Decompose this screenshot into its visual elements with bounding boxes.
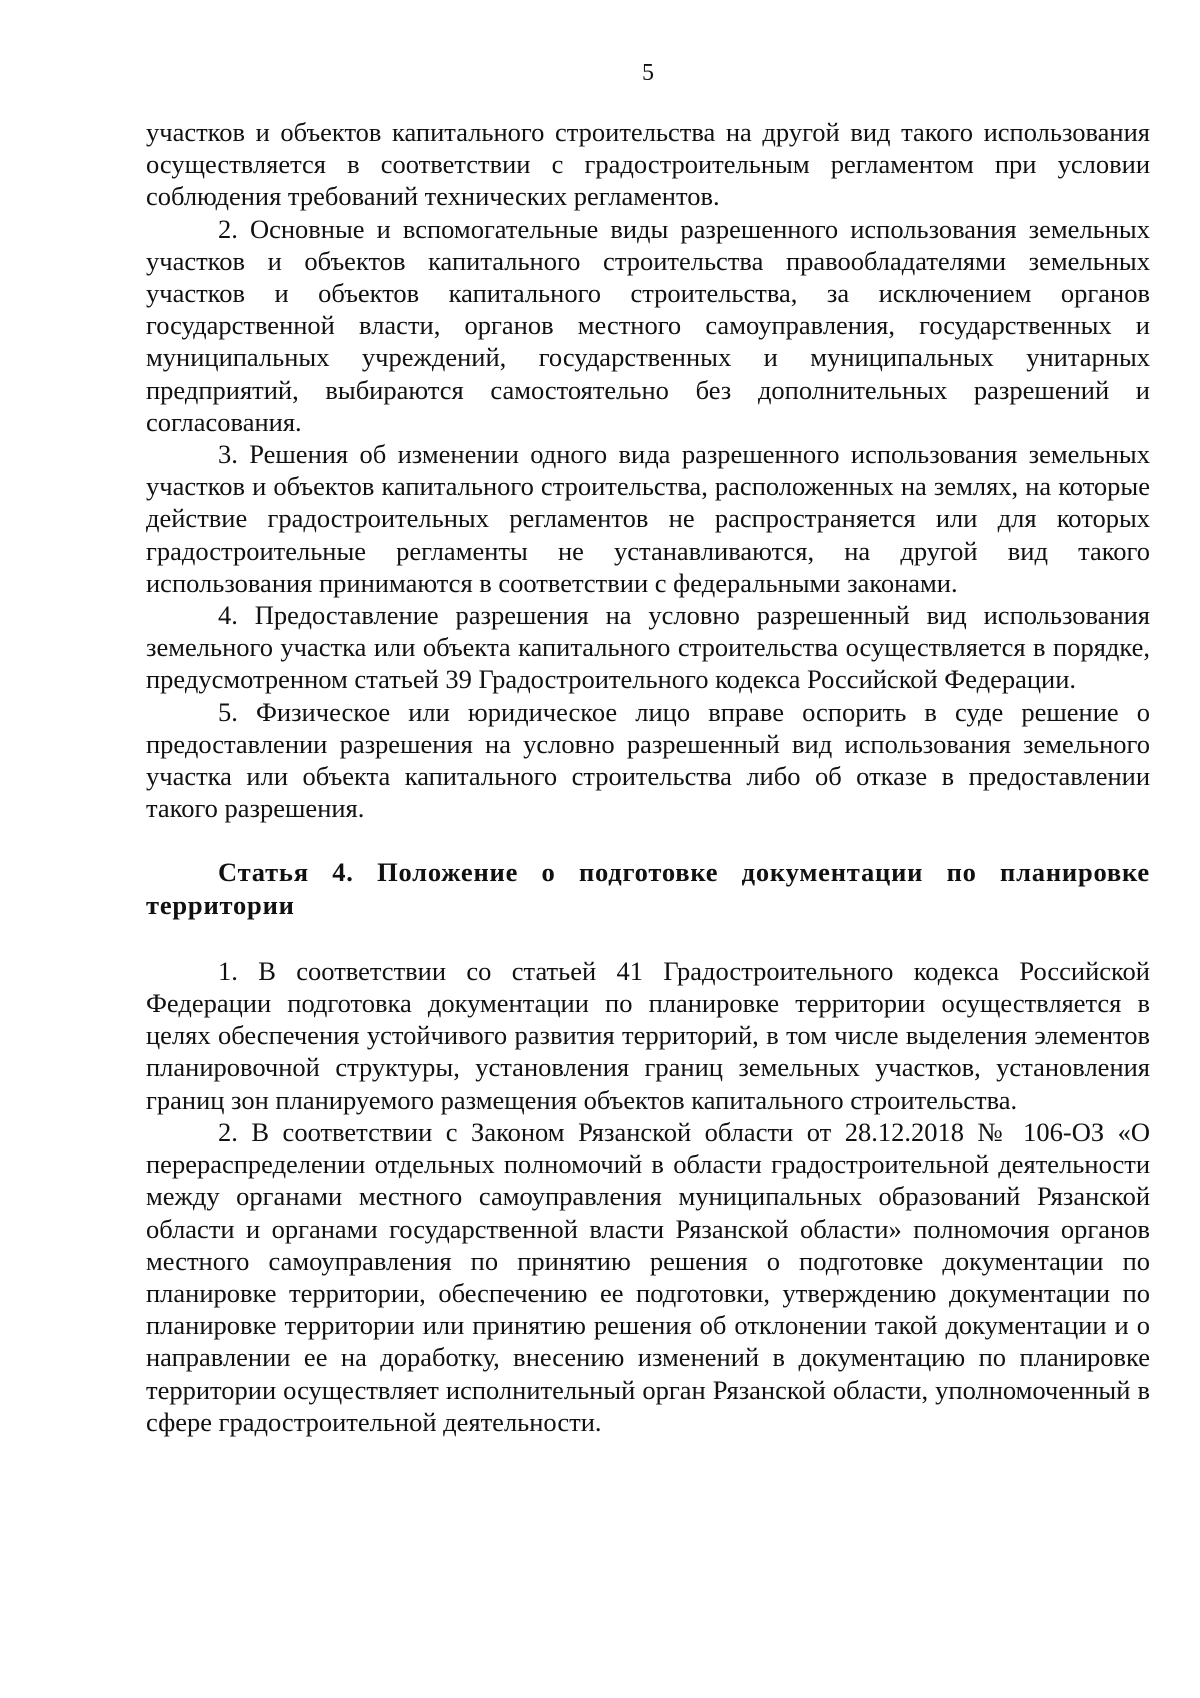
paragraph-item-4: 4. Предоставление разрешения на условно разрешенный вид использования земельного участка или объекта капитального строительства осуществляется в порядке, предусмотренном статьей 39 Градостроительного кодекса Российской Федерации. <box>146 600 1150 695</box>
paragraph-continuation: участков и объектов капитального строительства на другой вид такого использования осуществляется в соответствии с градостроительным регламентом при условии соблюдения требований технических регламентов. <box>146 117 1150 212</box>
paragraph-item-3: 3. Решения об изменении одного вида разрешенного использования земельных участков и объектов капитального строительства, расположенных на землях, на которые действие градостроительных регламентов не распространяется или для которых градостроительные регламенты не устанавливаются, на другой вид такого использования принимаются в соответствии с федеральными законами. <box>146 439 1150 598</box>
paragraph-item-5: 5. Физическое или юридическое лицо вправе оспорить в суде решение о предоставлении разрешения на условно разрешенный вид использования земельного участка или объекта капитального строительства либо об отказе в предоставлении такого разрешения. <box>146 696 1150 824</box>
article4-paragraph-1: 1. В соответствии со статьей 41 Градостроительного кодекса Российской Федерации подготовка документации по планировке территории осуществляется в целях обеспечения устойчивого развития территорий, в том числе выделения элементов планировочной структуры, установления границ земельных участков, установления границ зон планируемого размещения объектов капитального строительства. <box>146 955 1150 1115</box>
page-number: 5 <box>642 60 654 86</box>
article4-paragraph-2: 2. В соответствии с Законом Рязанской области от 28.12.2018 № 106-ОЗ «О перераспределении отдельных полномочий в области градостроительной деятельности между органами местного самоуправления муниципальных образований Рязанской области и органами государственной власти Рязанской области» полномочия органов местного самоуправления по принятию решения о подготовке документации по планировке территории, обеспечению ее подготовки, утверждению документации по планировке территории или принятию решения об отклонении такой документации и о направлении ее на доработку, внесению изменений в документацию по планировке территории осуществляет исполнительный орган Рязанской области, уполномоченный в сфере градостроительной деятельности. <box>146 1116 1150 1437</box>
article-heading: Статья 4. Положение о подготовке документации по планировке территории <box>146 857 1150 920</box>
document-body <box>146 116 1150 1438</box>
paragraph-item-2: 2. Основные и вспомогательные виды разрешенного использования земельных участков и объектов капитального строительства правообладателями земельных участков и объектов капитального строительства, за исключением органов государственной власти, органов местного самоуправления, государственных и муниципальных учреждений, государственных и муниципальных унитарных предприятий, выбираются самостоятельно без дополнительных разрешений и согласования. <box>146 213 1150 437</box>
